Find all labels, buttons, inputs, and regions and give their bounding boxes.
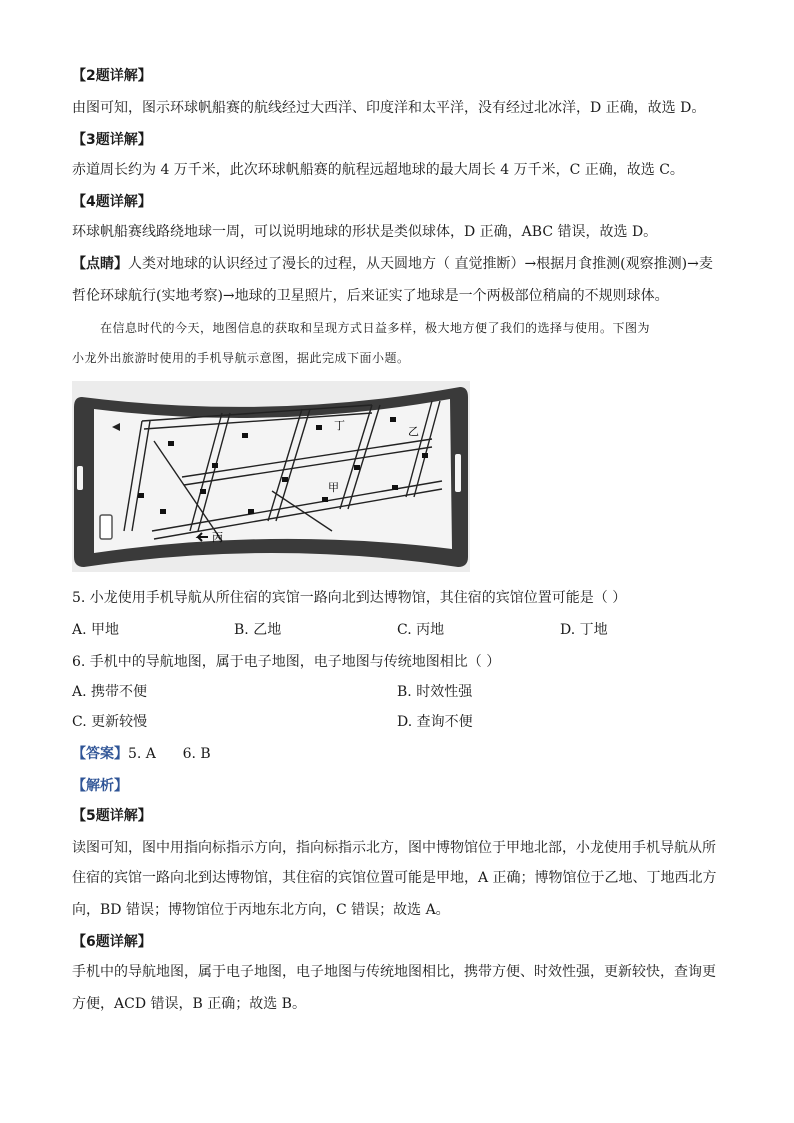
q6-option-d[interactable]: D. 查询不便 [397, 714, 473, 730]
q6-option-c[interactable]: C. 更新较慢 [72, 714, 148, 730]
dianjing-line1 [72, 254, 713, 274]
q5-detail-line2: 住宿的宾馆一路向北到达博物馆，其住宿的宾馆位置可能是甲地，A 正确；博物馆位于乙地、丁地西北方 [72, 870, 717, 886]
q5-option-c[interactable]: C. 丙地 [397, 622, 445, 638]
q6-detail-line2: 方便，ACD 错误，B 正确；故选 B。 [72, 996, 306, 1012]
phone-navigation-map [72, 381, 470, 572]
side-button-left [76, 465, 84, 491]
map-label-yi: 乙 [408, 425, 419, 438]
side-button-right [454, 453, 462, 493]
jiexi-label: 【解析】 [72, 778, 128, 794]
map-label-jia: 甲 [328, 481, 339, 494]
q3-detail-heading: 【3题详解】 [72, 132, 152, 148]
q5-option-a[interactable]: A. 甲地 [72, 622, 120, 638]
answer-line [72, 744, 211, 764]
q5-option-d[interactable]: D. 丁地 [560, 622, 608, 638]
dianjing-text-2: 哲伦环球航行(实地考察)→地球的卫星照片，后来证实了地球是一个两极部位稍扁的不规则球体。 [72, 288, 669, 304]
q6-option-b[interactable]: B. 时效性强 [397, 684, 473, 700]
phone-screen [94, 399, 452, 553]
q4-detail-heading: 【4题详解】 [72, 194, 152, 210]
q4-detail-text: 环球帆船赛线路绕地球一周，可以说明地球的形状是类似球体，D 正确，ABC 错误，故选 D。 [72, 224, 658, 240]
q6-option-a[interactable]: A. 携带不便 [72, 684, 148, 700]
q2-detail-text: 由图可知，图示环球帆船赛的航线经过大西洋、印度洋和太平洋，没有经过北冰洋，D 正确，故选 D。 [72, 100, 706, 116]
answer-label: 【答案】 [72, 746, 128, 762]
map-label-bing: 丙 [212, 531, 223, 544]
q5-detail-line3: 向，BD 错误；博物馆位于丙地东北方向，C 错误；故选 A。 [72, 902, 450, 918]
q5-detail-line1: 读图可知，图中用指向标指示方向，指向标指示北方，图中博物馆位于甲地北部，小龙使用手机导航从所 [72, 840, 716, 856]
q2-detail-heading: 【2题详解】 [72, 68, 152, 84]
map-label-ding: 丁 [334, 419, 345, 432]
passage-line2: 小龙外出旅游时使用的手机导航示意图，据此完成下面小题。 [72, 351, 410, 365]
dianjing-heading: 【点睛】 [72, 256, 128, 272]
q6-detail-line1: 手机中的导航地图，属于电子地图，电子地图与传统地图相比，携带方便、时效性强，更新较快，查询更 [72, 964, 716, 980]
zoom-control-icon [100, 515, 112, 539]
q3-detail-text: 赤道周长约为 4 万千米，此次环球帆船赛的航程远超地球的最大周长 4 万千米，C 正确，故选 C。 [72, 162, 684, 178]
q6-stem: 6. 手机中的导航地图，属于电子地图，电子地图与传统地图相比（ ） [72, 654, 501, 670]
q5-stem: 5. 小龙使用手机导航从所住宿的宾馆一路向北到达博物馆，其住宿的宾馆位置可能是（ ） [72, 590, 627, 606]
passage-line1: 在信息时代的今天，地图信息的获取和呈现方式日益多样，极大地方便了我们的选择与使用。下图为 [100, 321, 651, 335]
dianjing-text-1: 人类对地球的认识经过了漫长的过程，从天圆地方（ 直觉推断）→根据月食推测(观察推测)→麦 [128, 256, 713, 272]
q6-detail-heading: 【6题详解】 [72, 934, 152, 950]
q5-detail-heading: 【5题详解】 [72, 808, 152, 824]
q5-option-b[interactable]: B. 乙地 [234, 622, 282, 638]
answer-text: 5. A 6. B [128, 746, 211, 762]
